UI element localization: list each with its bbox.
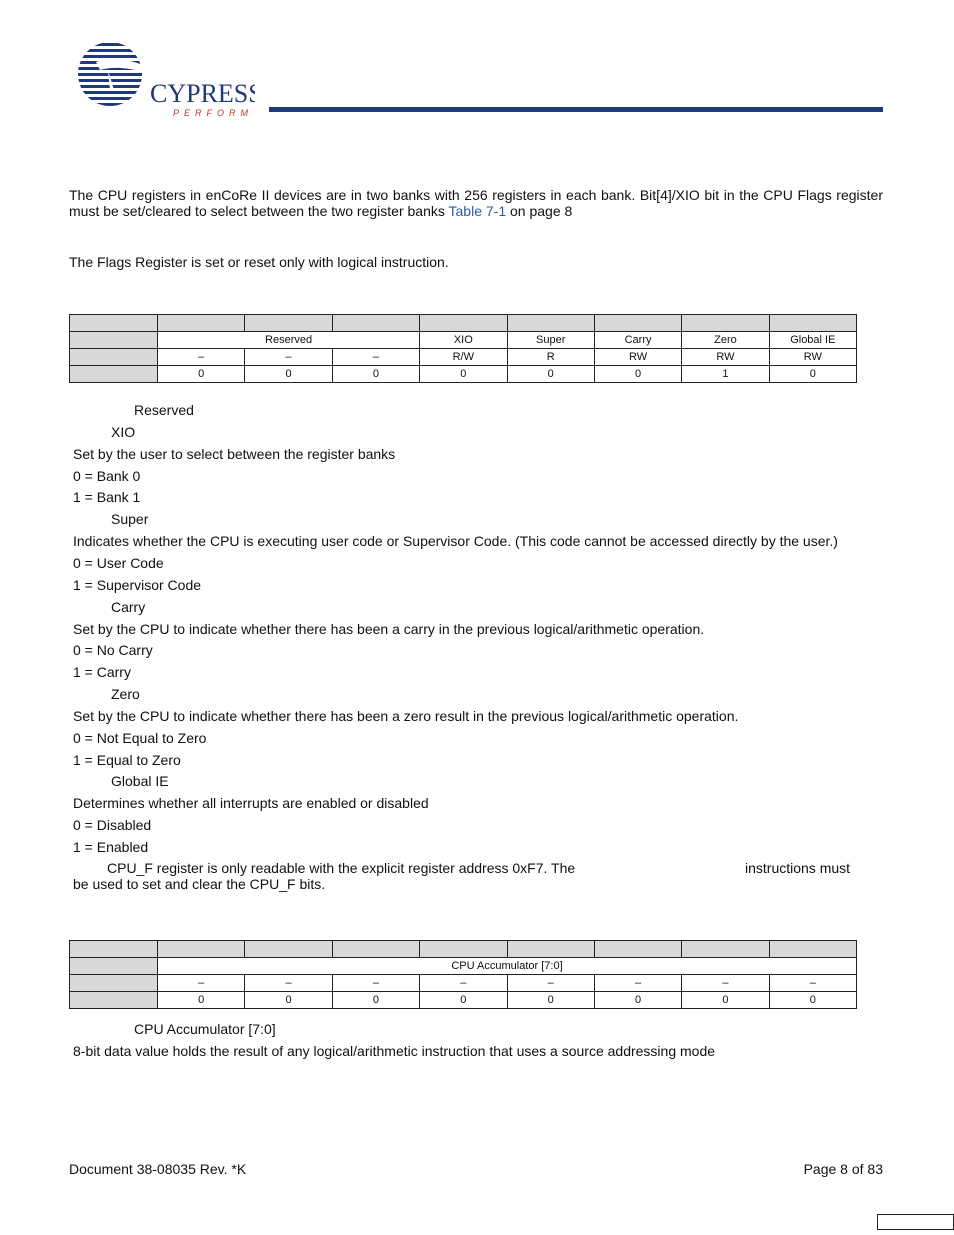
default-row: 0 0 0 0 0 0 1 0 — [70, 366, 857, 383]
bit-field-name: CPU Accumulator [7:0] — [134, 1021, 276, 1037]
feedback-box[interactable] — [877, 1214, 954, 1230]
table-header-row — [70, 315, 857, 332]
field-zero: Zero — [682, 332, 769, 349]
bit-field-name: Super — [111, 511, 149, 528]
default-row: 0 0 0 0 0 0 0 0 — [70, 992, 857, 1009]
bit-description-line: 8-bit data value holds the result of any logical/arithmetic instruction that uses a source addressing mode — [73, 1042, 716, 1059]
bit-description-line: 1 = Carry — [73, 664, 131, 681]
header-rule — [269, 107, 883, 112]
table-header-row — [70, 941, 857, 958]
bit-description-line: 1 = Enabled — [73, 839, 149, 855]
field-carry: Carry — [594, 332, 681, 349]
svg-text:PERFORM: PERFORM — [173, 108, 253, 118]
access-row: – – – R/W R RW RW RW — [70, 349, 857, 366]
field-row — [70, 958, 857, 975]
cypress-logo — [70, 40, 255, 120]
flags-intro: The Flags Register is set or reset only with logical instruction. — [69, 254, 449, 270]
bit-description-line: 0 = Bank 0 — [73, 467, 141, 484]
field-global-ie: Global IE — [769, 332, 856, 349]
field-xio: XIO — [420, 332, 507, 349]
bit-description-line: 1 = Supervisor Code — [73, 576, 202, 593]
field-super: Super — [507, 332, 594, 349]
bit-field-name: Carry — [111, 598, 146, 615]
note-text: CPU_F register is only readable with the explicit register address 0xF7. The — [107, 860, 576, 876]
bit-description-line: 0 = No Carry — [73, 642, 153, 659]
field-row — [70, 332, 857, 349]
bit-field-name: XIO — [111, 423, 136, 440]
bit-description-line: Set by the CPU to indicate whether there has been a carry in the previous logical/arithmetic operation. — [73, 620, 705, 637]
bit-description-line: 0 = Disabled — [73, 817, 152, 834]
note-text-end: instructions must — [745, 860, 851, 876]
footer-page-number: Page 8 of 83 — [803, 1161, 883, 1177]
bit-description-line: Indicates whether the CPU is executing user code or Supervisor Code. (This code cannot be accessed directly by the user.) — [73, 533, 838, 550]
flags-register-table — [69, 314, 857, 383]
bit-field-name: Reserved — [134, 402, 194, 418]
accumulator-register-table — [69, 940, 857, 1009]
bit-description-line: Determines whether all interrupts are enabled or disabled — [73, 795, 429, 812]
table-link[interactable]: Table 7-1 — [448, 203, 507, 219]
bit-description-line: Set by the CPU to indicate whether there has been a zero result in the previous logical/arithmetic operation. — [73, 707, 739, 724]
svg-text:CYPRESS: CYPRESS — [150, 79, 255, 108]
bit-description-line: Set by the user to select between the register banks — [73, 445, 396, 462]
bit-description-line: 0 = Not Equal to Zero — [73, 729, 207, 746]
bit-description-line: 1 = Bank 1 — [73, 489, 141, 506]
field-reserved: Reserved — [158, 332, 420, 349]
note-text-line2: be used to set and clear the CPU_F bits. — [73, 876, 326, 892]
intro-paragraph: The CPU registers in enCoRe II devices are in two banks with 256 registers in each bank. Bit[4]/XIO bit in the CPU Flags register must be set/cleared to select between the two register banks Table 7-1 on page 8 — [69, 187, 883, 219]
bit-description-line: 0 = User Code — [73, 554, 164, 571]
access-row: – – – – – – – – — [70, 975, 857, 992]
bit-field-name: Zero — [111, 686, 140, 703]
bit-field-name: Global IE — [111, 773, 169, 790]
footer-document-number: Document 38-08035 Rev. *K — [69, 1161, 247, 1177]
field-cpu-accumulator: CPU Accumulator [7:0] — [158, 958, 857, 975]
bit-description-line: 1 = Equal to Zero — [73, 751, 181, 768]
